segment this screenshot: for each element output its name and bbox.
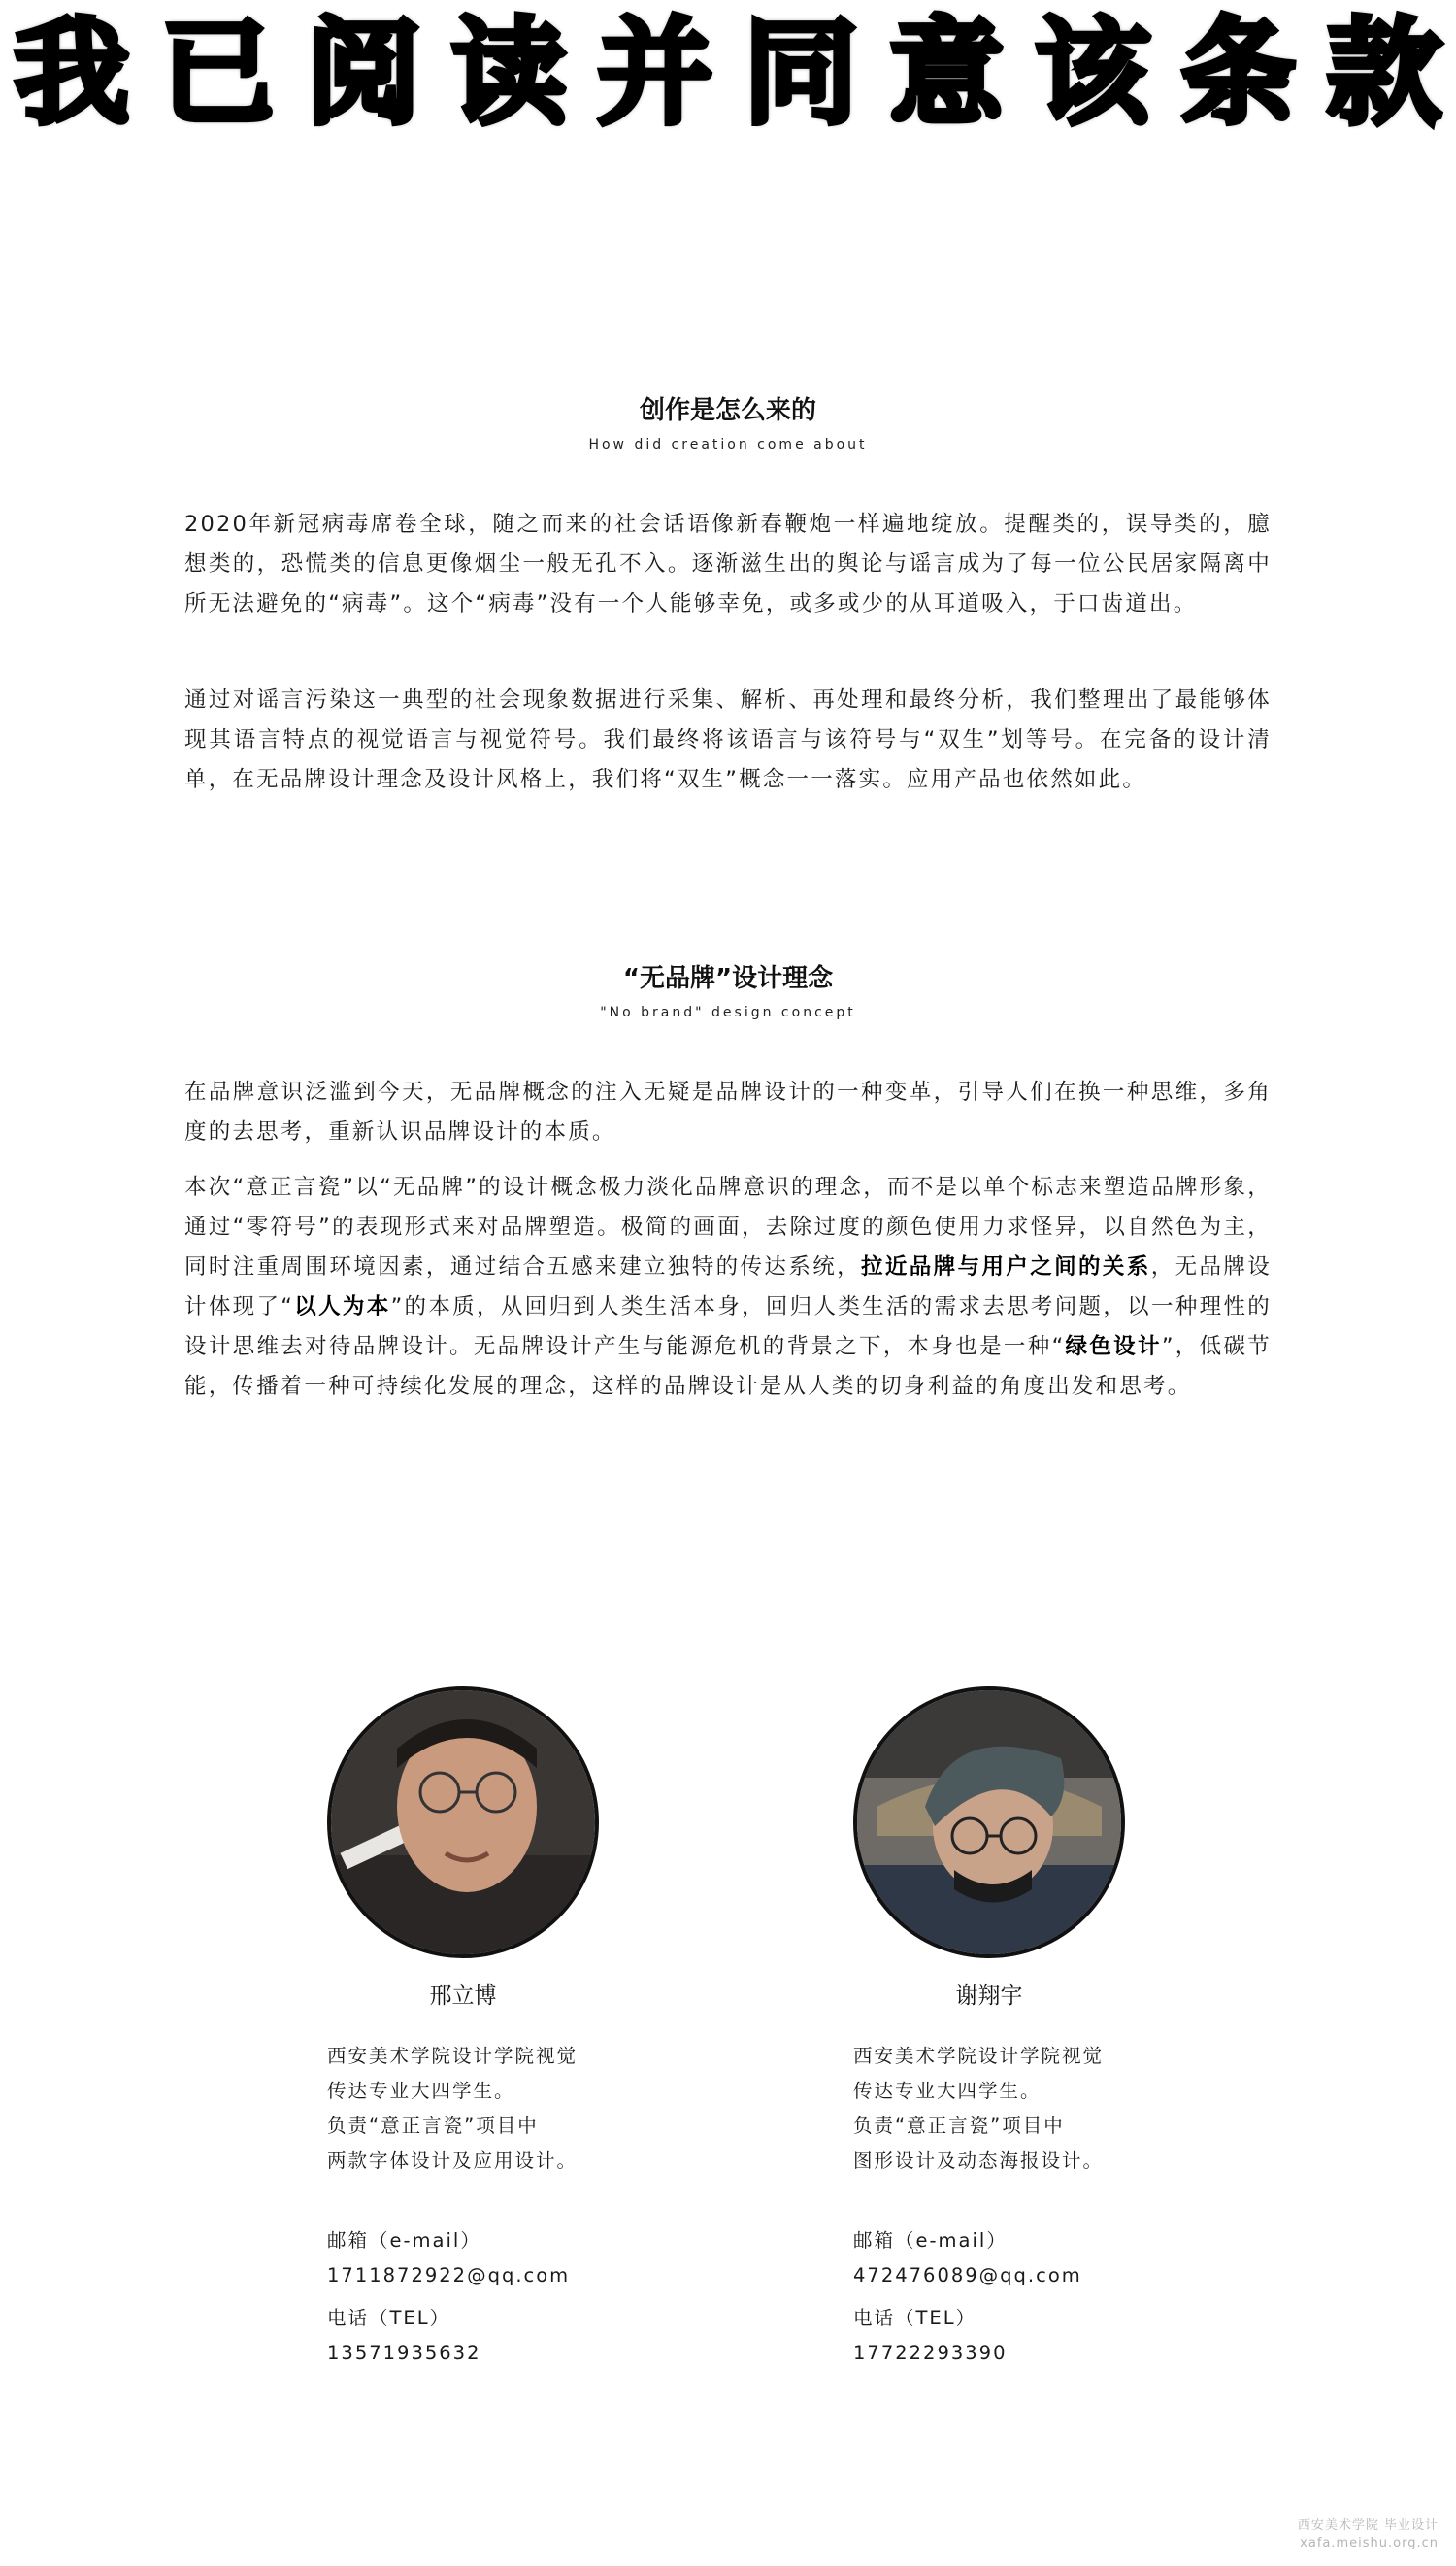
spacer [853,2293,1261,2301]
spacer [853,2179,1261,2223]
hero-char: 并 [597,6,712,140]
paragraph-text: 本次“意正言瓷”以“无品牌”的设计概念极力淡化品牌意识的理念，而不是以单个标志来塑造品牌形象，通过“零符号”的表现形式来对品牌塑造。极简的画面，去除过度的颜色使用力求怪异，以自然色为主，同时注重周围环境因素，通过结合五感来建立独特的传达系统， [184,1175,1272,1280]
section-title-creation: 创作是怎么来的 [639,396,816,425]
spacer [327,2179,735,2223]
paragraph-creation-1: 2020年新冠病毒席卷全球，随之而来的社会话语像新春鞭炮一样遍地绽放。提醒类的，误导类的，臆想类的，恐慌类的信息更像烟尘一般无孔不入。逐渐滋生出的舆论与谣言成为了每一位公民居家隔离中所无法避免的“病毒”。这个“病毒”没有一个人能够幸免，或多或少的从耳道吸入，于口齿道出。 [184,512,1272,617]
section-subtitle-no-brand: "No brand" design concept [600,1005,856,1020]
member-name: 邢立博 [429,1983,497,2009]
tel-label: 电话（TEL） [853,2307,977,2329]
hero-char: 同 [744,6,859,140]
hero-char: 意 [889,6,1005,140]
spacer [327,2293,735,2301]
member-bio-line: 负责“意正言瓷”项目中 [853,2115,1065,2137]
hero-title [0,0,1456,146]
paragraph-creation-2: 通过对谣言污染这一典型的社会现象数据进行采集、解析、再处理和最终分析，我们整理出了最能够体现其语言特点的视觉语言与视觉符号。我们最终将该语言与该符号与“双生”划等号。在完备的设计清单，在无品牌设计理念及设计风格上，我们将“双生”概念一一落实。应用产品也依然如此。 [184,687,1272,792]
paragraph-text: ，无品牌设计体现了“ [184,1254,1272,1319]
email-label: 邮箱（e-mail） [327,2229,481,2251]
paragraph-text: ”，低碳节能，传播着一种可持续化发展的理念，这样的品牌设计是从人类的切身利益的角度出发和思考。 [184,1334,1272,1399]
email-value[interactable]: 472476089@qq.com [853,2264,1082,2286]
emphasis-text: 绿色设计 [1065,1334,1162,1359]
hero-char: 阅 [306,6,421,140]
email-label: 邮箱（e-mail） [853,2229,1008,2251]
watermark [1298,2517,1439,2552]
hero-char: 已 [160,6,276,140]
avatar [853,1686,1125,1958]
member-bio-line: 负责“意正言瓷”项目中 [327,2115,539,2137]
paragraph-text: ”的本质，从回归到人类生活本身，回归人类生活的需求去思考问题，以一种理性的设计思维去对待品牌设计。无品牌设计产生与能源危机的背景之下，本身也是一种“ [184,1294,1272,1359]
portrait-photo-icon [857,1690,1121,1954]
member-name: 谢翔宇 [955,1983,1023,2009]
tel-label: 电话（TEL） [327,2307,451,2329]
avatar [327,1686,599,1958]
hero-char: 条 [1180,6,1296,140]
tel-value[interactable]: 17722293390 [853,2342,1008,2364]
member-info [327,2039,735,2371]
email-value[interactable]: 1711872922@qq.com [327,2264,571,2286]
section-subtitle-creation: How did creation come about [588,437,868,452]
member-info [853,2039,1261,2371]
watermark-url: xafa.meishu.org.cn [1300,2536,1439,2550]
hero-char: 款 [1326,6,1441,140]
portrait-photo-icon [331,1690,595,1954]
member-bio-line: 图形设计及动态海报设计。 [853,2149,1105,2172]
tel-value[interactable]: 13571935632 [327,2342,481,2364]
watermark-line: 西安美术学院 毕业设计 [1297,2518,1439,2533]
section-title-no-brand: “无品牌”设计理念 [622,964,834,993]
hero-char: 我 [14,6,129,140]
member-bio-line: 西安美术学院设计学院视觉 [327,2045,579,2067]
member-bio-line: 传达专业大四学生。 [327,2080,515,2102]
member-bio-line: 传达专业大四学生。 [853,2080,1042,2102]
emphasis-text: 拉近品牌与用户之间的关系 [861,1254,1151,1280]
hero-char: 读 [451,6,567,140]
hero-char: 该 [1035,6,1150,140]
paragraph-no-brand-1: 在品牌意识泛滥到今天，无品牌概念的注入无疑是品牌设计的一种变革，引导人们在换一种思维，多角度的去思考，重新认识品牌设计的本质。 [184,1080,1272,1145]
paragraph-no-brand-2 [184,1168,1272,1407]
emphasis-text: 以人为本 [294,1294,391,1319]
member-bio-line: 西安美术学院设计学院视觉 [853,2045,1105,2067]
member-bio-line: 两款字体设计及应用设计。 [327,2149,579,2172]
